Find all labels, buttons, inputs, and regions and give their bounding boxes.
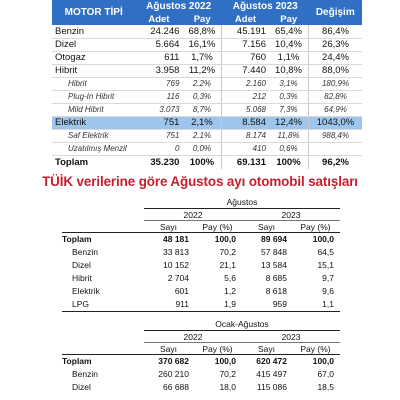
table-row [62,355,340,368]
share-2023-cell: 100,0 [312,356,334,366]
motor-row [52,103,362,116]
change-cell: 64,9% [309,103,362,116]
row-label: LPG [72,299,90,309]
year-2023-label: 2023 [242,209,340,221]
count-header: Sayı [257,344,275,354]
share-2022-cell: 5,6 [224,273,236,283]
share-2023-cell: 9,7 [322,273,334,283]
august-rows [62,233,340,312]
motor-type-cell: Dizel [52,38,135,51]
count-2022-cell: 116 [135,90,182,103]
change-cell: 988,4% [309,129,362,142]
share-2022-cell: 1,2 [224,286,236,296]
year-2022-label: 2022 [144,209,242,221]
table-row [62,298,340,311]
share-2022-cell: 11,2% [182,64,222,77]
share-2023-cell: 18,5 [317,382,334,392]
jan-aug-rows [62,355,340,394]
count-2023-cell: 7.440 [222,64,269,77]
change-cell: 88,0% [309,64,362,77]
share-2022-cell: 1,7% [182,51,222,64]
count-2022-cell: 751 [135,116,182,129]
row-label: Elektrik [72,286,100,296]
count-2022-cell: 260 210 [158,369,189,379]
motor-row [52,116,362,129]
share-2022-cell: 8,7% [182,103,222,116]
share-2023-cell: 15,1 [317,260,334,270]
row-label: Dizel [72,260,91,270]
year-headers [144,331,340,343]
jan-aug-band-header: Ocak-Ağustos [144,318,340,331]
table-row [62,272,340,285]
count-2022-cell: 2 704 [167,273,189,283]
count-2023-cell: 115 086 [256,382,287,392]
share-2022-header: Pay [182,13,222,25]
motor-type-cell: Uzatılmış Menzil [52,142,135,155]
count-2022-cell: 5.664 [135,38,182,51]
count-2023-cell: 5.068 [222,103,269,116]
count-2023-cell: 8.584 [222,116,269,129]
count-2023-cell: 8 618 [265,286,287,296]
motor-type-cell: Otogaz [52,51,135,64]
share-2022-cell: 70,2 [219,247,236,257]
count-2023-cell: 959 [272,299,287,309]
count-2022-cell: 911 [175,299,189,309]
motor-row [52,77,362,90]
motor-row [52,25,362,38]
share-2023-cell: 9,6 [322,286,334,296]
share-2022-cell: 100% [189,156,215,168]
row-label: Toplam [62,234,92,244]
column-subheaders [62,343,340,355]
count-2023-cell: 8 685 [265,273,287,283]
share-header: Pay (%) [300,222,331,232]
change-cell: 1043,0% [309,116,362,129]
share-2022-cell: 21,1 [219,260,236,270]
count-2023-header: Adet [222,13,269,25]
share-2023-cell: 11,8% [269,129,309,142]
year-2022-header: Ağustos 2022 [135,0,222,13]
count-2022-cell: 0 [135,142,182,155]
row-label: Toplam [62,356,92,366]
share-2022-cell: 68,8% [182,25,222,38]
motor-table-header [52,0,362,25]
motor-type-cell: Elektrik [52,116,135,129]
share-header: Pay (%) [202,222,233,232]
motor-row [52,142,362,155]
change-column-header: Değişim [309,0,362,25]
share-2022-cell: 100,0 [214,356,236,366]
count-2022-cell: 10 152 [163,260,189,270]
share-2022-cell: 18,0 [219,382,236,392]
share-2023-cell: 64,5 [317,247,334,257]
count-header: Sayı [159,222,177,232]
motor-type-cell: Hibrit [52,77,135,90]
year-2023-label: 2023 [242,331,340,343]
column-subheaders [62,221,340,233]
count-2022-cell: 3.073 [135,103,182,116]
change-cell: 82,8% [309,90,362,103]
year-2023-header: Ağustos 2023 [222,0,309,13]
motor-type-column-header: MOTOR TİPİ [52,0,135,25]
change-cell: 180,9% [309,77,362,90]
share-header: Pay (%) [202,344,233,354]
year-2022-label: 2022 [144,331,242,343]
share-2022-cell: 16,1% [182,38,222,51]
count-header: Sayı [257,222,275,232]
share-2022-cell: 1,9 [224,299,236,309]
share-2022-cell: 100,0 [214,234,236,244]
motor-row [52,64,362,77]
count-2022-cell: 601 [174,286,189,296]
share-2023-cell: 10,8% [269,64,309,77]
share-2023-cell: 0,6% [269,142,309,155]
count-2023-cell: 45.191 [222,25,269,38]
motor-type-sales-table [52,0,362,169]
share-2023-cell: 3,1% [269,77,309,90]
share-2022-cell: 70,2 [219,369,236,379]
motor-type-cell: Saf Elektrik [52,129,135,142]
motor-type-cell: Mild Hibrit [52,103,135,116]
count-2022-header: Adet [135,13,182,25]
count-2023-cell: 89 694 [261,234,287,244]
row-label: Benzin [72,369,98,379]
count-2023-cell: 13 584 [261,260,287,270]
motor-type-cell: Plug-In Hibrit [52,90,135,103]
motor-type-cell: Hibrit [52,64,135,77]
motor-table-body [52,25,362,169]
count-2023-cell: 760 [222,51,269,64]
row-label: Hibrit [72,273,92,283]
motor-row [52,38,362,51]
share-2023-cell: 65,4% [269,25,309,38]
row-label: Dizel [72,382,91,392]
share-2023-cell: 1,1% [269,51,309,64]
share-2023-cell: 10,4% [269,38,309,51]
august-band-header: Ağustos [144,196,340,209]
count-2023-cell: 620 472 [256,356,287,366]
motor-type-cell: Benzin [52,25,135,38]
share-2022-cell: 2,2% [182,77,222,90]
share-2023-cell: 0,3% [269,90,309,103]
count-2023-cell: 415 497 [256,369,287,379]
count-2023-cell: 2.160 [222,77,269,90]
share-2023-cell: 100,0 [312,234,334,244]
count-2022-cell: 751 [135,129,182,142]
share-2023-cell: 100% [276,156,301,168]
count-header: Sayı [159,344,177,354]
row-label: Benzin [72,247,98,257]
share-2023-cell: 7,3% [269,103,309,116]
share-2022-cell: 2,1% [182,129,222,142]
motor-row [52,90,362,103]
count-2022-cell: 769 [135,77,182,90]
count-2022-cell: 66 688 [163,382,189,392]
change-cell: 86,4% [309,25,362,38]
motor-type-cell: Toplam [55,156,89,168]
share-2023-cell: 67,0 [317,369,334,379]
motor-row [52,51,362,64]
count-2023-cell: 69.131 [222,155,269,169]
table-row [62,381,340,394]
share-2022-cell: 0,0% [182,142,222,155]
year-headers [144,209,340,221]
motor-row [52,129,362,142]
change-cell: 24,4% [309,51,362,64]
count-2023-cell: 8.174 [222,129,269,142]
change-cell: 26,3% [309,38,362,51]
share-2023-cell: 12,4% [269,116,309,129]
count-2023-cell: 410 [222,142,269,155]
count-2023-cell: 57 848 [261,247,287,257]
change-cell [309,142,362,155]
count-2022-cell: 370 682 [158,356,189,366]
table-row [62,259,340,272]
count-2022-cell: 33 813 [163,247,189,257]
count-2022-cell: 3.958 [135,64,182,77]
count-2022-cell: 48 181 [163,234,189,244]
count-2023-cell: 7.156 [222,38,269,51]
count-2022-cell: 24.246 [135,25,182,38]
share-2023-header: Pay [269,13,309,25]
tuik-jan-aug-table [62,318,340,394]
share-2022-cell: 0,3% [182,90,222,103]
count-2022-cell: 35.230 [150,156,180,168]
tuik-august-table [62,196,340,312]
share-2022-cell: 2,1% [182,116,222,129]
count-2023-cell: 212 [222,90,269,103]
share-header: Pay (%) [300,344,331,354]
table-row [62,246,340,259]
headline: TÜİK verilerine göre Ağustos ayı otomobil satışları [42,174,358,189]
change-cell: 96,2% [309,155,362,169]
table-row [62,285,340,298]
motor-row [52,155,362,169]
table-row [62,233,340,246]
count-2022-cell: 611 [135,51,182,64]
table-row [62,368,340,381]
share-2023-cell: 1,1 [322,299,334,309]
